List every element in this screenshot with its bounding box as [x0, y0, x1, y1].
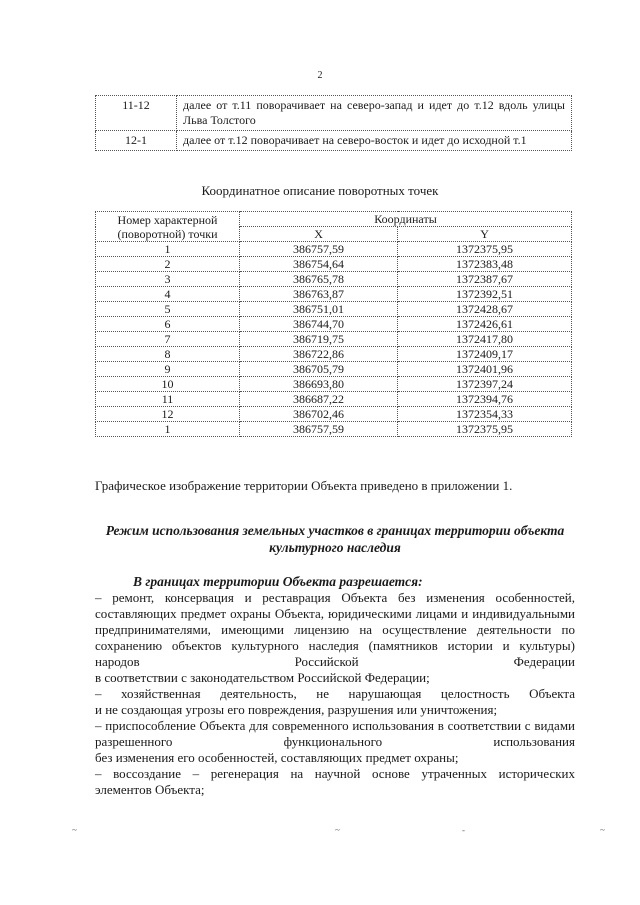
table-row	[96, 377, 572, 392]
list-item-text: – воссоздание – регенерация на научной основе утраченных исторических	[95, 766, 575, 781]
description-cell: далее от т.12 поворачивает на северо-восток и идет до исходной т.1	[177, 131, 572, 151]
coordinates-header: Координаты	[240, 212, 572, 227]
table-row	[96, 242, 572, 257]
y-cell: 1372387,67	[398, 272, 572, 287]
y-cell: 1372392,51	[398, 287, 572, 302]
point-number-cell: 10	[96, 377, 240, 392]
point-number-cell: 9	[96, 362, 240, 377]
y-cell: 1372383,48	[398, 257, 572, 272]
table-row	[96, 332, 572, 347]
list-item-last-line: элементов Объекта;	[95, 782, 205, 797]
x-cell: 386702,46	[240, 407, 398, 422]
section-title: Режим использования земельных участков в границах территории объекта культурного наследия	[105, 523, 565, 555]
point-number-cell: 12	[96, 407, 240, 422]
y-cell: 1372394,76	[398, 392, 572, 407]
coordinates-caption: Координатное описание поворотных точек	[201, 183, 439, 198]
page-number: 2	[317, 70, 323, 81]
margin-mark: ~	[600, 825, 605, 835]
list-item-last-line: в соответствии с законодательством Российской Федерации;	[95, 670, 430, 685]
segment-cell: 11-12	[96, 96, 177, 131]
table-row	[96, 131, 572, 151]
y-cell: 1372428,67	[398, 302, 572, 317]
point-number-cell: 7	[96, 332, 240, 347]
list-item	[95, 590, 575, 686]
x-cell: 386751,01	[240, 302, 398, 317]
y-cell: 1372417,80	[398, 332, 572, 347]
y-cell: 1372375,95	[398, 422, 572, 437]
table-row	[96, 272, 572, 287]
x-cell: 386722,86	[240, 347, 398, 362]
x-cell: 386719,75	[240, 332, 398, 347]
x-cell: 386763,87	[240, 287, 398, 302]
x-cell: 386757,59	[240, 242, 398, 257]
segment-cell: 12-1	[96, 131, 177, 151]
list-item	[95, 718, 575, 766]
list-item-text: – приспособление Объекта для современного использования в соответствии с видами разрешенного функционального использования	[95, 718, 575, 749]
margin-mark: ~	[72, 825, 77, 835]
allowed-heading: В границах территории Объекта разрешается:	[133, 574, 423, 589]
table-row	[96, 302, 572, 317]
description-cell: далее от т.11 поворачивает на северо-запад и идет до т.12 вдоль улицы Льва Толстого	[177, 96, 572, 131]
table-row	[96, 347, 572, 362]
x-cell: 386705,79	[240, 362, 398, 377]
graphic-note: Графическое изображение территории Объекта приведено в приложении 1.	[95, 478, 513, 493]
y-cell: 1372397,24	[398, 377, 572, 392]
point-number-cell: 11	[96, 392, 240, 407]
point-number-cell: 1	[96, 422, 240, 437]
table-row	[96, 422, 572, 437]
y-cell: 1372401,96	[398, 362, 572, 377]
y-cell: 1372375,95	[398, 242, 572, 257]
list-item	[95, 686, 575, 718]
table-row	[96, 317, 572, 332]
table-row	[96, 407, 572, 422]
table-row	[96, 362, 572, 377]
list-item-last-line: без изменения его особенностей, составляющих предмет охраны;	[95, 750, 459, 765]
table-header-row	[96, 212, 572, 227]
list-item-last-line: и не создающая угрозы его повреждения, разрушения или уничтожения;	[95, 702, 498, 717]
list-item	[95, 766, 575, 798]
x-cell: 386754,64	[240, 257, 398, 272]
x-cell: 386765,78	[240, 272, 398, 287]
point-number-cell: 8	[96, 347, 240, 362]
margin-mark: ~	[335, 825, 340, 835]
x-cell: 386744,70	[240, 317, 398, 332]
list-item-text: – хозяйственная деятельность, не нарушающая целостность Объекта	[95, 686, 575, 701]
y-cell: 1372426,61	[398, 317, 572, 332]
point-number-cell: 4	[96, 287, 240, 302]
table-row	[96, 257, 572, 272]
list-item-text: – ремонт, консервация и реставрация Объекта без изменения особенностей, составляющих предмет охраны Объекта, юридическими лицами и индивидуальными предпринимателями, имеющими лицензию на осуществление деятельности по сохранению объектов культурного наследия (памятников истории и культуры) народов Российской Федерации	[95, 590, 575, 669]
margin-mark: -	[462, 825, 465, 835]
table-row	[96, 392, 572, 407]
point-number-header: Номер характерной (поворотной) точки	[96, 212, 240, 242]
x-cell: 386757,59	[240, 422, 398, 437]
coordinates-table	[95, 211, 572, 437]
x-cell: 386687,22	[240, 392, 398, 407]
table-row	[96, 96, 572, 131]
point-number-cell: 6	[96, 317, 240, 332]
y-header: Y	[398, 227, 572, 242]
y-cell: 1372409,17	[398, 347, 572, 362]
table-row	[96, 287, 572, 302]
x-cell: 386693,80	[240, 377, 398, 392]
y-cell: 1372354,33	[398, 407, 572, 422]
x-header: X	[240, 227, 398, 242]
point-number-cell: 2	[96, 257, 240, 272]
route-table	[95, 95, 572, 151]
point-number-cell: 1	[96, 242, 240, 257]
point-number-cell: 3	[96, 272, 240, 287]
point-number-cell: 5	[96, 302, 240, 317]
